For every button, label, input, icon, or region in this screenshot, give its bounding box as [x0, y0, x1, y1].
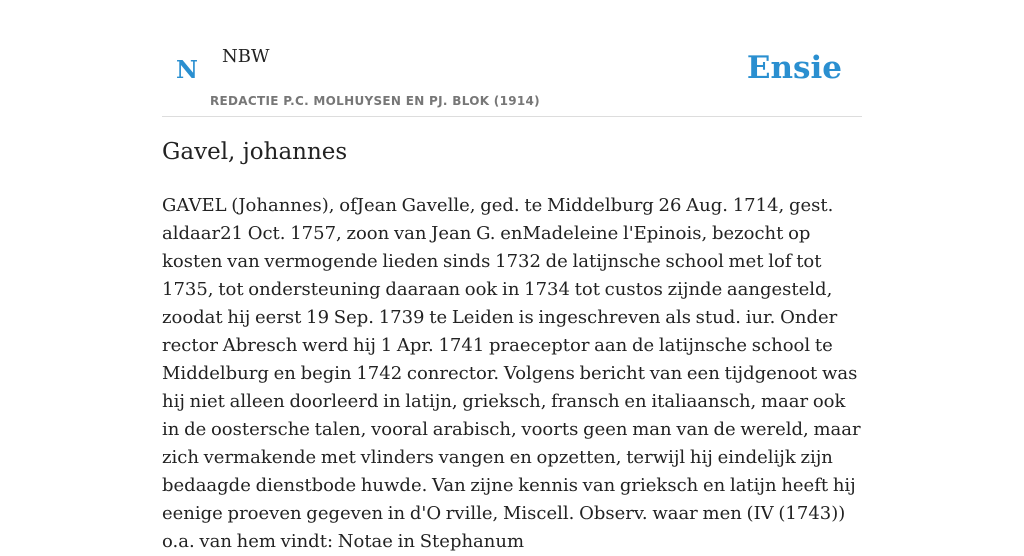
article-body: GAVEL (Johannes), ofJean Gavelle, ged. te Middelburg 26 Aug. 1714, gest. aldaar21 Oct. 1757, zoon van Jean G. enMadeleine l'Epinois, bezocht op kosten van vermogende lieden sinds 1732 de latijnsche school met lof tot 1735, tot ondersteuning daaraan ook in 1734 tot custos zijnde aangesteld, zoodat hij eerst 19 Sep. 1739 te Leiden is ingeschreven als stud. iur. Onder rector Abresch werd hij 1 Apr. 1741 praeceptor aan de latijnsche school te Middelburg en begin 1742 conrector. Volgens bericht van een tijdgenoot was hij niet alleen doorleerd in latijn, grieksch, fransch en italiaansch, maar ook in de oostersche talen, vooral arabisch, voorts geen man van de wereld, maar zich vermakende met vlinders vangen en opzetten, terwijl hij eindelijk zijn bedaagde dienstbode huwde. Van zijne kennis van grieksch en latijn heeft hij eenige proeven gegeven in d'O rville, Miscell. Observ. waar men (IV (1743)) o.a. van hem vindt: Notae in Stephanum: [162, 195, 861, 552]
brand-logo-link[interactable]: Ensie: [746, 50, 842, 86]
source-editors: REDACTIE P.C. MOLHUYSEN EN PJ. BLOK (1914): [210, 94, 540, 108]
source-logo-icon: N: [176, 55, 198, 84]
source-header: [162, 0, 862, 117]
article-title: Gavel, johannes: [162, 139, 348, 165]
source-name[interactable]: NBW: [222, 46, 270, 67]
